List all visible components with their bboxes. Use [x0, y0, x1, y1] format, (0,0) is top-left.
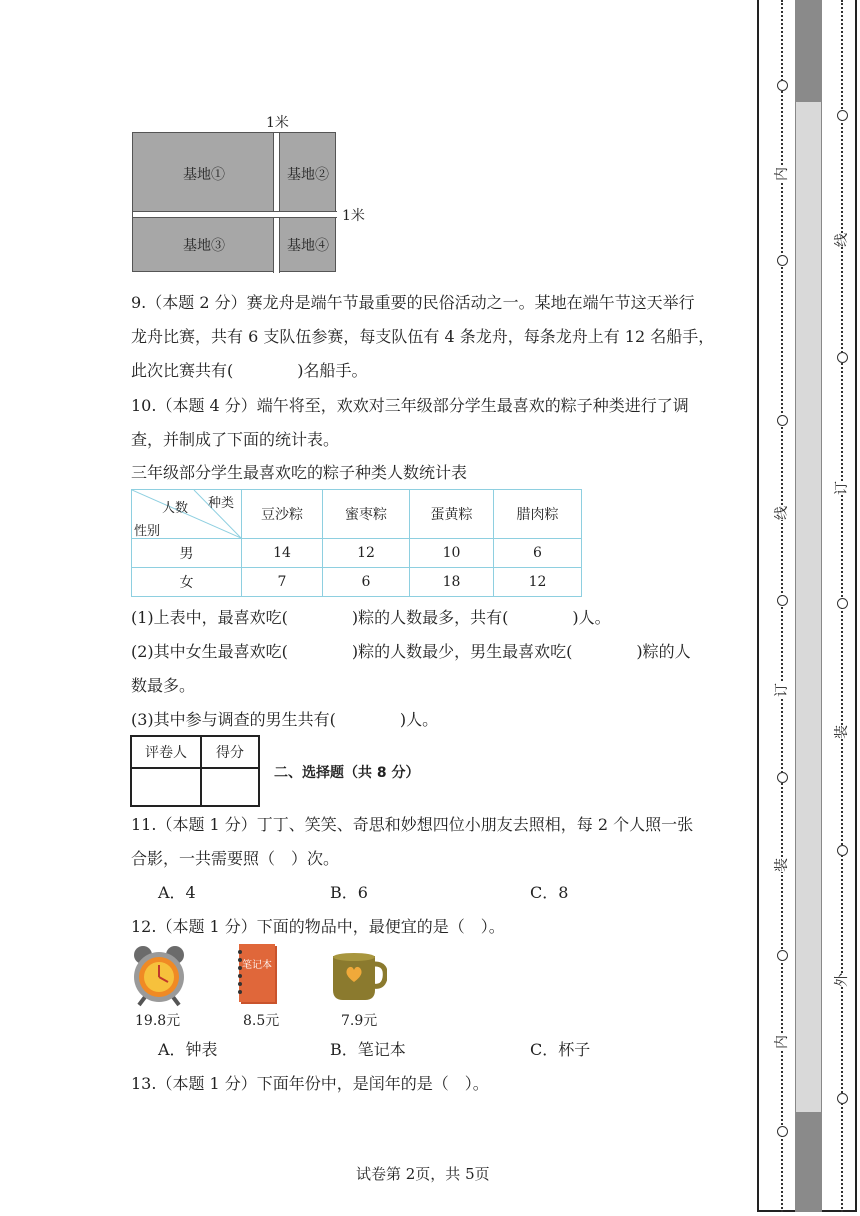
q9-line2: 龙舟比赛，共有 6 支队伍参赛，每支队伍有 4 条龙舟，每条龙舟上有 12 名船手， — [131, 327, 715, 346]
binding-grey-band-mid — [795, 102, 822, 1112]
outer-char: 装 — [831, 725, 851, 739]
cup-icon — [329, 952, 387, 1008]
table-row — [132, 539, 582, 568]
table-cell: 18 — [410, 568, 494, 597]
q12-option-c: C．杯子 — [530, 1040, 591, 1059]
seal-circle — [837, 110, 848, 121]
plot-1-label: 基地① — [183, 167, 225, 183]
plot-3-label: 基地③ — [183, 238, 225, 254]
table-row — [132, 568, 582, 597]
col-header: 腊肉粽 — [494, 490, 582, 539]
inner-char: 线 — [771, 506, 791, 520]
seal-circle — [837, 598, 848, 609]
horizontal-path — [133, 211, 337, 218]
plot-4-label: 基地④ — [287, 238, 329, 254]
seal-circle — [777, 772, 788, 783]
inner-char: 装 — [771, 858, 791, 872]
score-field[interactable] — [201, 768, 259, 806]
outer-char: 线 — [831, 233, 851, 247]
row-label: 女 — [132, 568, 242, 597]
clock-price: 19.8元 — [135, 1013, 181, 1029]
corner-kind: 种类 — [208, 496, 235, 511]
table-cell: 7 — [242, 568, 323, 597]
table-cell: 10 — [410, 539, 494, 568]
zongzi-stat-table — [131, 489, 582, 597]
q12-option-b: B．笔记本 — [330, 1040, 406, 1059]
corner-count: 人数 — [162, 501, 189, 516]
table-cell: 12 — [323, 539, 410, 568]
diagram-right-label: 1米 — [342, 208, 365, 224]
plot-diagram — [132, 132, 336, 272]
diagram-top-label: 1米 — [266, 115, 289, 131]
notebook-price: 8.5元 — [243, 1013, 280, 1029]
seal-circle — [837, 352, 848, 363]
table-cell: 12 — [494, 568, 582, 597]
header-corner-cell — [132, 490, 242, 539]
q10-sub1: (1)上表中，最喜欢吃( )粽的人数最多，共有( )人。 — [131, 608, 611, 627]
table-cell: 14 — [242, 539, 323, 568]
seal-circle — [777, 255, 788, 266]
table-cell: 6 — [494, 539, 582, 568]
table-cell: 6 — [323, 568, 410, 597]
inner-seal-line — [781, 0, 783, 1212]
col-header: 蜜枣粽 — [323, 490, 410, 539]
seal-circle — [777, 1126, 788, 1137]
inner-char: 内 — [771, 1035, 791, 1049]
score-label: 得分 — [201, 736, 259, 768]
outer-char: 外 — [831, 973, 851, 987]
grader-field[interactable] — [131, 768, 201, 806]
inner-char: 订 — [771, 683, 791, 697]
seal-circle — [777, 950, 788, 961]
table-header-row — [132, 490, 582, 539]
seal-circle — [837, 845, 848, 856]
alarm-clock-icon — [131, 945, 187, 1011]
q10-line1: 10.（本题 4 分）端午将至，欢欢对三年级部分学生最喜欢的粽子种类进行了调 — [131, 396, 689, 415]
q9-line3: 此次比赛共有( )名船手。 — [131, 361, 368, 380]
q11-line1: 11.（本题 1 分）丁丁、笑笑、奇思和妙想四位小朋友去照相，每 2 个人照一张 — [131, 815, 694, 834]
binding-grey-band-bottom — [795, 1112, 822, 1212]
section2-title: 二、选择题（共 8 分） — [274, 765, 420, 781]
plot-2-label: 基地② — [287, 167, 329, 183]
q12-line1: 12.（本题 1 分）下面的物品中，最便宜的是（ ）。 — [131, 917, 505, 936]
seal-circle — [777, 415, 788, 426]
q10-line2: 查，并制成了下面的统计表。 — [131, 430, 340, 449]
grader-label: 评卷人 — [131, 736, 201, 768]
outer-char: 订 — [831, 481, 851, 495]
binding-grey-band-top — [795, 0, 822, 102]
row-label: 男 — [132, 539, 242, 568]
table-title: 三年级部分学生最喜欢吃的粽子种类人数统计表 — [131, 463, 468, 482]
q13-line1: 13.（本题 1 分）下面年份中，是闰年的是（ ）。 — [131, 1074, 489, 1093]
q10-sub2-line2: 数最多。 — [131, 676, 196, 695]
page-footer: 试卷第 2页，共 5页 — [356, 1165, 490, 1183]
inner-char: 内 — [771, 167, 791, 181]
q11-option-a: A．4 — [158, 883, 196, 902]
corner-gender: 性别 — [134, 524, 161, 539]
q9-line1: 9.（本题 2 分）赛龙舟是端午节最重要的民俗活动之一。某地在端午节这天举行 — [131, 293, 695, 312]
q10-sub2-line1: (2)其中女生最喜欢吃( )粽的人数最少，男生最喜欢吃( )粽的人 — [131, 642, 691, 661]
cup-price: 7.9元 — [341, 1013, 378, 1029]
q12-option-a: A．钟表 — [158, 1040, 218, 1059]
col-header: 豆沙粽 — [242, 490, 323, 539]
vertical-path — [273, 133, 280, 273]
col-header: 蛋黄粽 — [410, 490, 494, 539]
score-box — [130, 735, 260, 807]
q11-option-b: B．6 — [330, 883, 368, 902]
seal-circle — [777, 80, 788, 91]
seal-circle — [837, 1093, 848, 1104]
q11-option-c: C．8 — [530, 883, 569, 902]
notebook-icon — [235, 944, 279, 1006]
q10-sub3: (3)其中参与调查的男生共有( )人。 — [131, 710, 439, 729]
q11-line2: 合影，一共需要照（ ）次。 — [131, 849, 340, 868]
seal-circle — [777, 595, 788, 606]
notebook-cover-text: 笔记本 — [242, 960, 272, 971]
